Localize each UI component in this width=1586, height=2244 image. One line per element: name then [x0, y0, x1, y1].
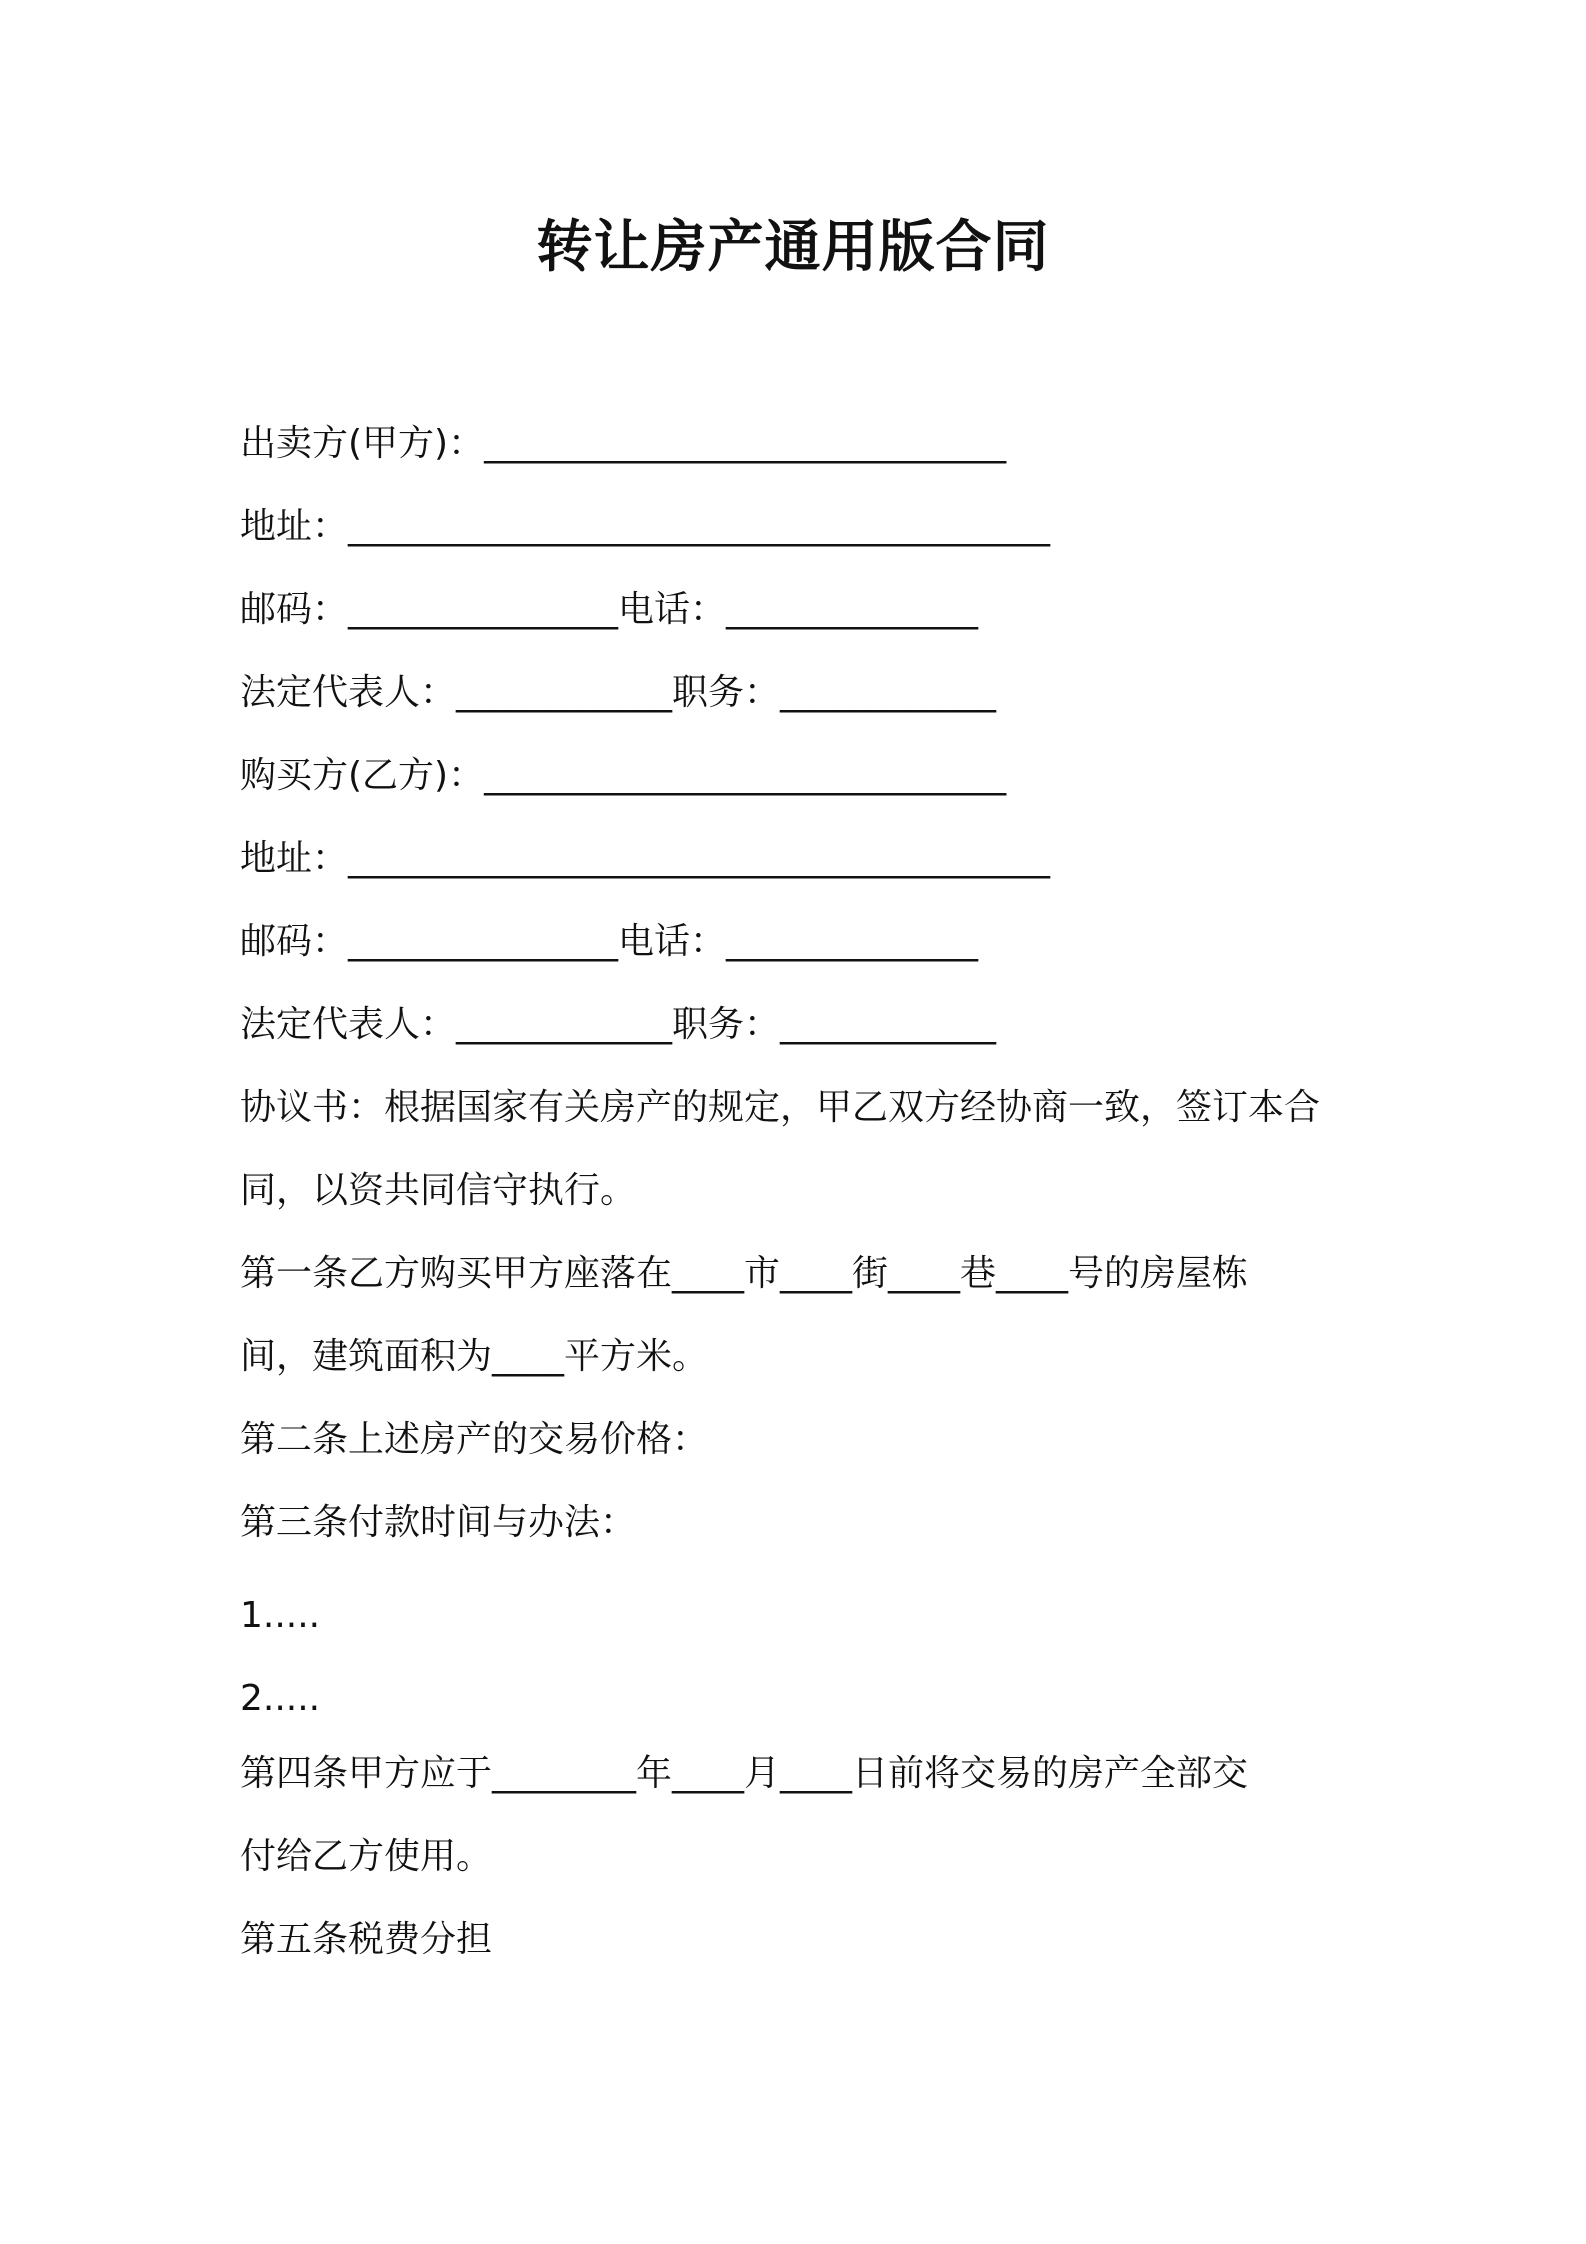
agreement-paragraph-line-2: 同，以资共同信守执行。	[240, 1170, 637, 1211]
document-title: 转让房产通用版合同	[536, 215, 1050, 280]
buyer-party-line: 购买方(乙方)：_____________________________	[240, 755, 1007, 796]
article-4-line-1: 第四条甲方应于________年____月____日前将交易的房产全部交	[240, 1753, 1249, 1794]
article-1-line-2: 间，建筑面积为____平方米。	[240, 1336, 709, 1377]
article-1-line-1: 第一条乙方购买甲方座落在____市____街____巷____号的房屋栋	[240, 1253, 1249, 1294]
buyer-postcode-phone-line: 邮码：_______________电话：______________	[240, 921, 979, 962]
article-4-line-2: 付给乙方使用。	[240, 1836, 493, 1877]
article-5-line: 第五条税费分担	[240, 1919, 493, 1960]
agreement-paragraph-line-1: 协议书：根据国家有关房产的规定，甲乙双方经协商一致，签订本合	[240, 1087, 1321, 1128]
seller-postcode-phone-line: 邮码：_______________电话：______________	[240, 589, 979, 630]
buyer-representative-line: 法定代表人：____________职务：____________	[240, 1004, 997, 1045]
list-item-1: 1.....	[240, 1595, 321, 1636]
article-2-line: 第二条上述房产的交易价格：	[240, 1419, 709, 1460]
article-3-line: 第三条付款时间与办法：	[240, 1502, 637, 1543]
list-item-2: 2.....	[240, 1678, 321, 1719]
seller-party-line: 出卖方(甲方)：_____________________________	[240, 423, 1007, 464]
seller-address-line: 地址：_______________________________________	[240, 506, 1051, 547]
buyer-address-line: 地址：_______________________________________	[240, 838, 1051, 879]
seller-representative-line: 法定代表人：____________职务：____________	[240, 672, 997, 713]
